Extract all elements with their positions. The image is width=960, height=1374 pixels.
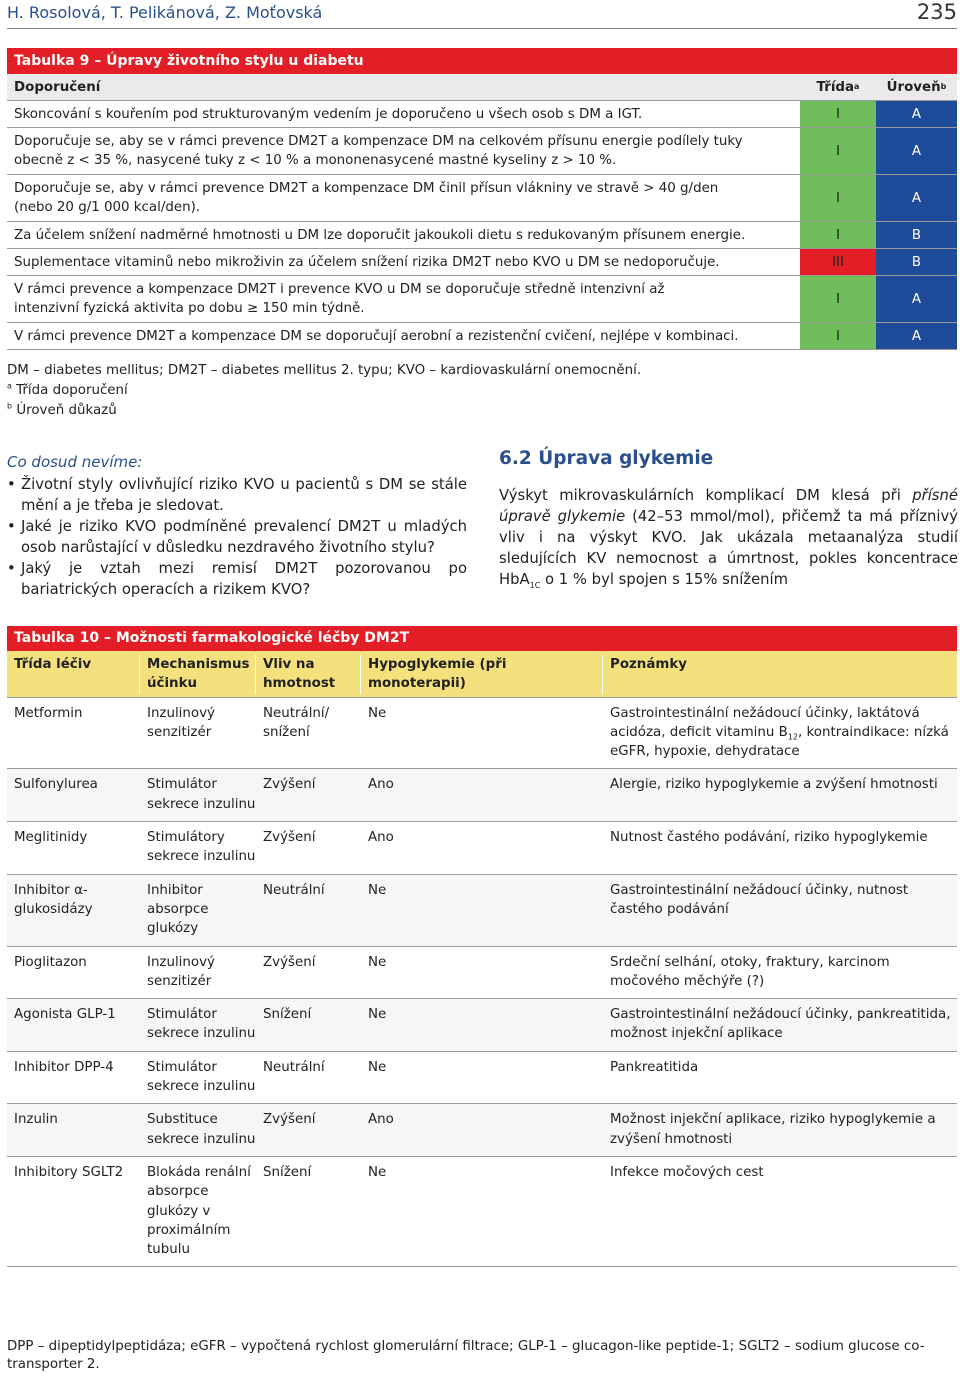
hypo-cell: Ano [368, 830, 394, 846]
table-row [7, 947, 957, 1000]
notes-cell: Srdeční selhání, otoky, fraktury, karcinom močového měchýře (?) [610, 954, 890, 989]
section-6-2 [499, 448, 958, 590]
list-item: • Životní styly ovlivňující riziko KVO u pacientů s DM se stále mění a je třeba je sledovat. [7, 474, 467, 516]
weight-cell: Neutrální [263, 882, 325, 898]
recommendation-text: Skoncování s kouřením pod strukturovaným vedením je doporučeno u všech osob s DM a IGT. [14, 106, 643, 122]
table-row [7, 875, 957, 947]
list-item: • Jaké je riziko KVO podmíněné prevalencí DM2T u mladých osob narůstající v důsledku nezdravého životního stylu? [7, 516, 467, 558]
drug-cell: Metformin [14, 705, 83, 721]
drug-cell: Inhibitor DPP-4 [14, 1059, 114, 1075]
weight-cell: Zvýšení [263, 830, 316, 846]
mechanism-cell: Inhibitor absorpce glukózy [147, 882, 209, 937]
header-rule [7, 28, 957, 29]
class-cell: I [800, 323, 876, 349]
table-9-header-row [7, 74, 957, 101]
table-9-caption: Tabulka 9 – Úpravy životního stylu u diabetu [7, 48, 957, 74]
hypo-cell: Ne [368, 705, 387, 721]
table-9-footnotes [7, 361, 641, 421]
notes-cell: Gastrointestinální nežádoucí účinky, nutnost častého podávání [610, 882, 909, 917]
table-row [7, 698, 957, 770]
drug-cell: Pioglitazon [14, 954, 87, 970]
mechanism-cell: Stimulátory sekrece inzulinu [147, 830, 256, 865]
notes-cell: Alergie, riziko hypoglykemie a zvýšení hmotnosti [610, 777, 938, 793]
drug-cell: Agonista GLP-1 [14, 1007, 116, 1023]
unknowns-title: Co dosud nevíme: [7, 453, 143, 471]
footnote-a: $^a$ Třída doporučení [7, 381, 128, 398]
mechanism-cell: Stimulátor sekrece inzulinu [147, 1059, 256, 1095]
running-header [7, 0, 957, 26]
level-cell: A [876, 101, 957, 127]
drug-cell: Inhibitor α-glukosidázy [14, 882, 93, 917]
recommendation-text: Za účelem snížení nadměrné hmotnosti u DM lze doporučit jakoukoli dietu s redukovaným přísunem energie. [14, 227, 746, 243]
drug-cell: Sulfonylurea [14, 777, 98, 793]
table-row [7, 276, 957, 323]
notes-cell: Nutnost častého podávání, riziko hypoglykemie [610, 830, 928, 846]
weight-cell: Neutrální/ snížení [263, 705, 330, 740]
drug-cell: Inzulin [14, 1112, 58, 1128]
section-paragraph: Výskyt mikrovaskulárních komplikací DM klesá při přísné úpravě glykemie (42–53 mmol/mol), přičemž ta má příznivý vliv i na výskyt KVO. Jak ukázala metaanalýza studií sledujících KV nemocnost a úmrtnost, pokles koncentrace HbA$_{1C}$ o 1 % byl spojen s 15% snížením [499, 487, 959, 590]
level-cell: B [876, 249, 957, 275]
footnote-b: $^b$ Úroveň důkazů [7, 401, 117, 418]
table-10-header-row [7, 651, 957, 698]
weight-cell: Zvýšení [263, 954, 316, 970]
table-10 [7, 626, 957, 1267]
table-10-footnote: DPP – dipeptidylpeptidáza; eGFR – vypočtená rychlost glomerulární filtrace; GLP-1 – glucagon-like peptide-1; SGLT2 – sodium glucose co-transporter 2. [7, 1339, 925, 1372]
table-9 [7, 48, 957, 350]
hypo-cell: Ne [368, 1059, 387, 1075]
hypo-cell: Ano [368, 777, 394, 793]
weight-cell: Zvýšení [263, 1112, 316, 1128]
level-cell: A [876, 323, 957, 349]
list-item: • Jaký je vztah mezi remisí DM2T pozorovanou po bariatrických operacích a rizikem KVO? [7, 558, 467, 600]
level-cell: A [876, 276, 957, 322]
col-hypoglycemia: Hypoglykemie (při monoterapii) [361, 655, 603, 694]
col-level: Úroveň b [876, 74, 957, 100]
col-weight: Vliv na hmotnost [256, 655, 361, 694]
hypo-cell: Ne [368, 954, 387, 970]
weight-cell: Snížení [263, 1007, 312, 1023]
recommendation-text: V rámci prevence DM2T a kompenzace DM se doporučují aerobní a rezistenční cvičení, nejlépe v kombinaci. [14, 328, 739, 344]
recommendation-text: Doporučuje se, aby se v rámci prevence DM2T a kompenzace DM na celkovém přísunu energie podílely tuky obecně z < 35 %, nasycené tuky z < 10 % a mononenasycené mastné kyseliny z > 10 %. [14, 134, 743, 168]
notes-cell: Pankreatitida [610, 1059, 699, 1075]
table-row [7, 175, 957, 222]
level-cell: A [876, 128, 957, 174]
table-row [7, 1052, 957, 1105]
table-10-caption: Tabulka 10 – Možnosti farmakologické léčby DM2T [7, 626, 957, 651]
col-class: Třída a [800, 74, 876, 100]
col-mechanism: Mechanismus účinku [140, 655, 256, 694]
col-notes: Poznámky [610, 657, 687, 672]
hypo-cell: Ne [368, 882, 387, 898]
weight-cell: Snížení [263, 1164, 312, 1180]
col-recommendation: Doporučení [14, 79, 101, 95]
class-cell: I [800, 101, 876, 127]
table-row [7, 222, 957, 249]
notes-cell: Možnost injekční aplikace, riziko hypoglykemie a zvýšení hmotnosti [610, 1112, 936, 1147]
recommendation-text: Doporučuje se, aby v rámci prevence DM2T a kompenzace DM činil přísun vlákniny ve stravě > 40 g/den (nebo 20 g/1 000 kcal/den). [14, 181, 719, 215]
table-row [7, 128, 957, 175]
weight-cell: Zvýšení [263, 777, 316, 793]
section-heading: 6.2 Úprava glykemie [499, 448, 714, 469]
hypo-cell: Ano [368, 1112, 394, 1128]
table-row [7, 101, 957, 128]
unknowns-list [7, 474, 467, 600]
class-cell: III [800, 249, 876, 275]
weight-cell: Neutrální [263, 1059, 325, 1075]
authors: H. Rosolová, T. Pelikánová, Z. Moťovská [7, 3, 323, 22]
class-cell: I [800, 128, 876, 174]
abbrev-footnote: DM – diabetes mellitus; DM2T – diabetes mellitus 2. typu; KVO – kardiovaskulární onemocnění. [7, 363, 642, 378]
table-row [7, 822, 957, 875]
table-row [7, 1104, 957, 1157]
table-row [7, 1157, 957, 1267]
class-cell: I [800, 276, 876, 322]
hypo-cell: Ne [368, 1164, 387, 1180]
notes-cell: Gastrointestinální nežádoucí účinky, laktátová acidóza, deficit vitaminu $B_{12}$, kontraindikace: nízká eGFR, hypoxie, dehydratace [610, 705, 949, 760]
col-drug-class: Třída léčiv [7, 655, 140, 694]
page-number: 235 [916, 0, 957, 24]
drug-cell: Meglitinidy [14, 830, 88, 846]
mechanism-cell: Blokáda renální absorpce glukózy v proximálním tubulu [147, 1164, 251, 1258]
table-row [7, 999, 957, 1052]
level-cell: A [876, 175, 957, 221]
hypo-cell: Ne [368, 1007, 387, 1023]
mechanism-cell: Stimulátor sekrece inzulinu [147, 777, 256, 812]
table-row [7, 249, 957, 276]
table-row [7, 769, 957, 822]
recommendation-text: Suplementace vitaminů nebo mikroživin za účelem snížení rizika DM2T nebo KVO u DM se nedoporučuje. [14, 254, 720, 270]
class-cell: I [800, 175, 876, 221]
level-cell: B [876, 222, 957, 248]
notes-cell: Gastrointestinální nežádoucí účinky, pankreatitida, možnost injekční aplikace [610, 1007, 951, 1042]
mechanism-cell: Substituce sekrece inzulinu [147, 1112, 256, 1147]
mechanism-cell: Stimulátor sekrece inzulinu [147, 1007, 256, 1042]
table-row [7, 323, 957, 350]
class-cell: I [800, 222, 876, 248]
recommendation-text: V rámci prevence a kompenzace DM2T i prevence KVO u DM se doporučuje středně intenzivní až intenzivní fyzická aktivita po dobu ≥ 150 min týdně. [14, 282, 665, 316]
mechanism-cell: Inzulinový senzitizér [147, 954, 215, 989]
unknowns-box [7, 452, 467, 600]
mechanism-cell: Inzulinový senzitizér [147, 705, 215, 740]
drug-cell: Inhibitory SGLT2 [14, 1164, 124, 1180]
notes-cell: Infekce močových cest [610, 1164, 764, 1180]
